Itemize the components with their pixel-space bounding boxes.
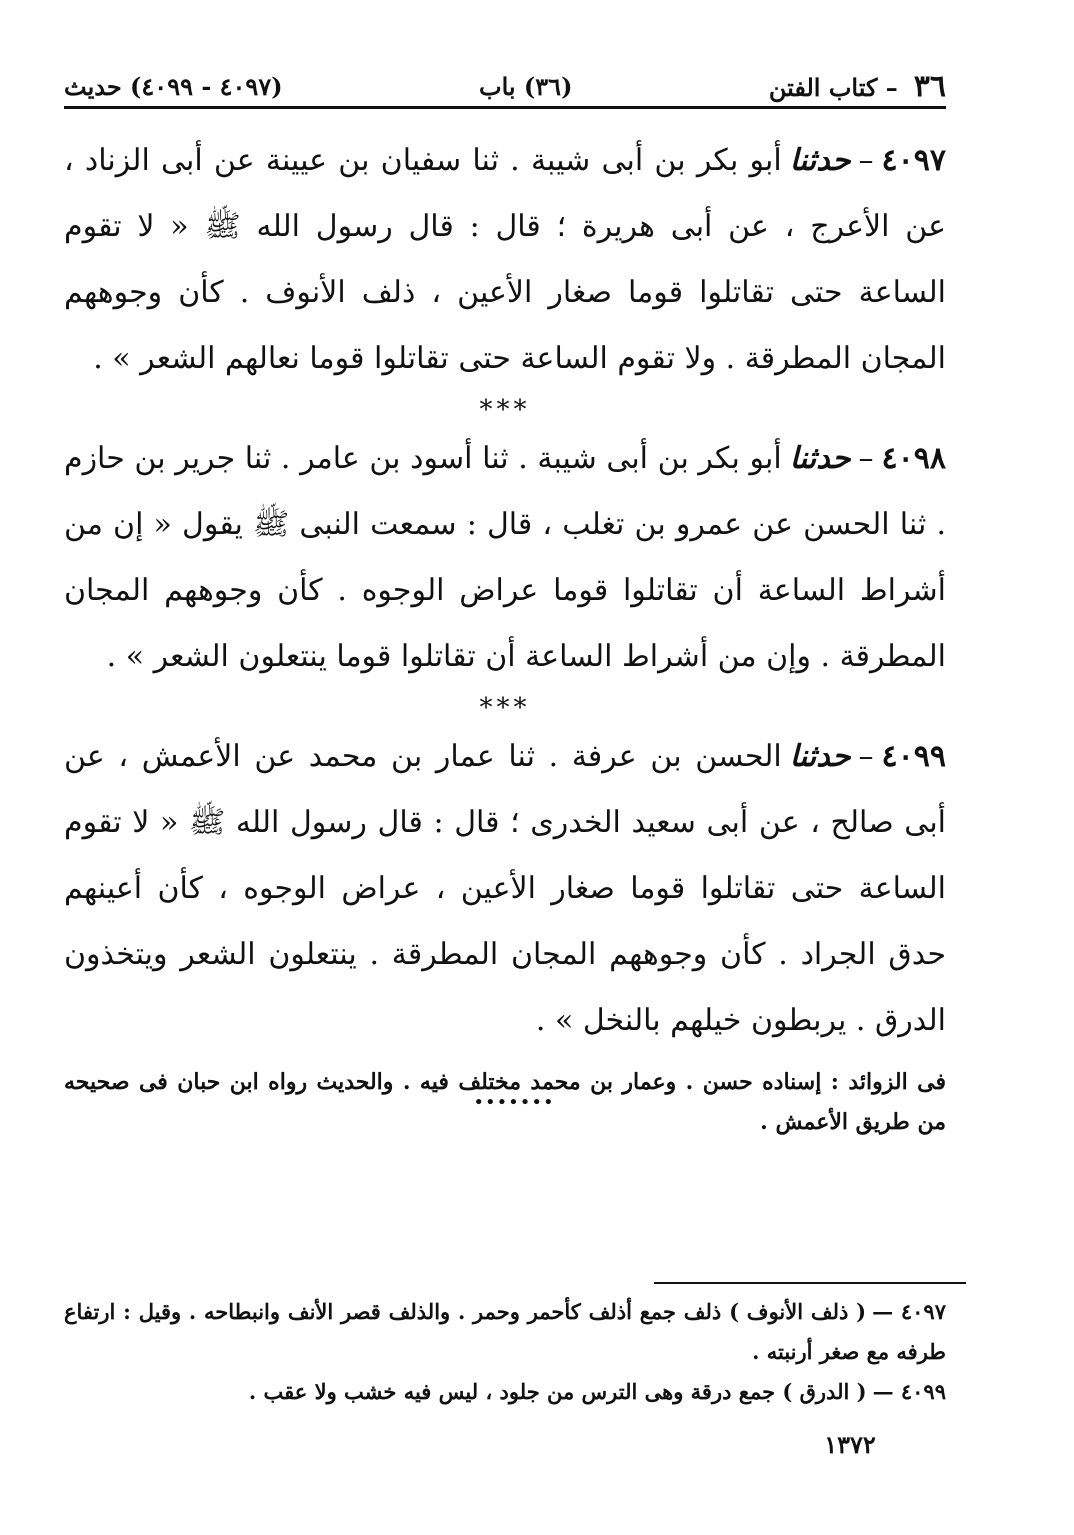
hadith-dash: –: [858, 143, 874, 178]
footnote-number: ٤٠٩٧ —: [872, 1299, 946, 1324]
header-rule: [64, 106, 946, 109]
page-number: ٣٦: [913, 68, 946, 104]
footnotes: [64, 1292, 946, 1412]
running-header: [64, 66, 946, 106]
footnote-rule: [654, 1282, 966, 1284]
main-text: [64, 128, 946, 1142]
end-mark: •••••••: [473, 1092, 555, 1113]
hadith-4097: [64, 128, 946, 392]
book-title: – كتاب الفتن: [768, 72, 898, 102]
footnote-number: ٤٠٩٩ —: [872, 1379, 946, 1404]
footnote-4099: [64, 1372, 946, 1412]
hadith-text: الحسن بن عرفة . ثنا عمار بن محمد عن الأعمش ، عن أبى صالح ، عن أبى سعيد الخدرى ؛ قال : قال رسول الله ﷺ « لا تقوم الساعة حتى تقاتلوا قوما صغار الأعين ، عراض الوجوه ، كأن أعينهم حدق الجراد . كأن وجوههم المجان المطرقة . ينتعلون الشعر ويتخذون الدرق . يربطون خيلهم بالنخل » .: [64, 739, 946, 1038]
footnote-4097: [64, 1292, 946, 1372]
hadith-text: أبو بكر بن أبى شيبة . ثنا أسود بن عامر . ثنا جرير بن حازم . ثنا الحسن عن عمرو بن تغلب ، قال : سمعت النبى ﷺ يقول « إن من أشراط الساعة أن تقاتلوا قوما عراض الوجوه . كأن وجوههم المجان المطرقة . وإن من أشراط الساعة أن تقاتلوا قوما ينتعلون الشعر » .: [64, 441, 946, 674]
hadith-dash: –: [858, 739, 874, 774]
hadith-intro: حدثنا: [789, 441, 851, 476]
hadith-intro: حدثنا: [789, 739, 851, 774]
hadith-text: أبو بكر بن أبى شيبة . ثنا سفيان بن عيينة عن أبى الزناد ، عن الأعرج ، عن أبى هريرة ؛ قال : قال رسول الله ﷺ « لا تقوم الساعة حتى تقاتلوا قوما صغار الأعين ، ذلف الأنوف . كأن وجوههم المجان المطرقة . ولا تقوم الساعة حتى تقاتلوا قوما نعالهم الشعر » .: [64, 143, 946, 376]
hadith-dash: –: [858, 441, 874, 476]
zawaid-note: فى الزوائد : إسناده حسن . وعمار بن محمد مختلف فيه . والحديث رواه ابن حبان فى صحيحه من طريق الأعمش .: [64, 1069, 946, 1135]
hadith-4098: [64, 426, 946, 690]
hadith-number: ٤٠٩٧: [881, 143, 946, 178]
chapter-label: (٣٦) باب: [478, 71, 573, 101]
footnote-text: ( ذلف الأنوف ) ذلف جمع أذلف كأحمر وحمر . والذلف قصر الأنف وانبطاحه . وقيل : ارتفاع طرفه مع صغر أرنبته .: [64, 1299, 946, 1364]
separator-stars: ***: [479, 693, 531, 723]
hadith-number: ٤٠٩٨: [881, 441, 946, 476]
header-right: [769, 69, 946, 104]
hadith-4099: [64, 724, 946, 1054]
separator-stars: ***: [479, 395, 531, 425]
hadith-range: (٤٠٩٧ - ٤٠٩٩) حديث: [64, 71, 283, 101]
hadith-number: ٤٠٩٩: [881, 739, 946, 774]
page-footer-number: ١٣٧٢: [824, 1430, 876, 1459]
hadith-intro: حدثنا: [789, 143, 851, 178]
footnote-text: ( الدرق ) جمع درقة وهى الترس من جلود ، ليس فيه خشب ولا عقب .: [248, 1379, 867, 1404]
